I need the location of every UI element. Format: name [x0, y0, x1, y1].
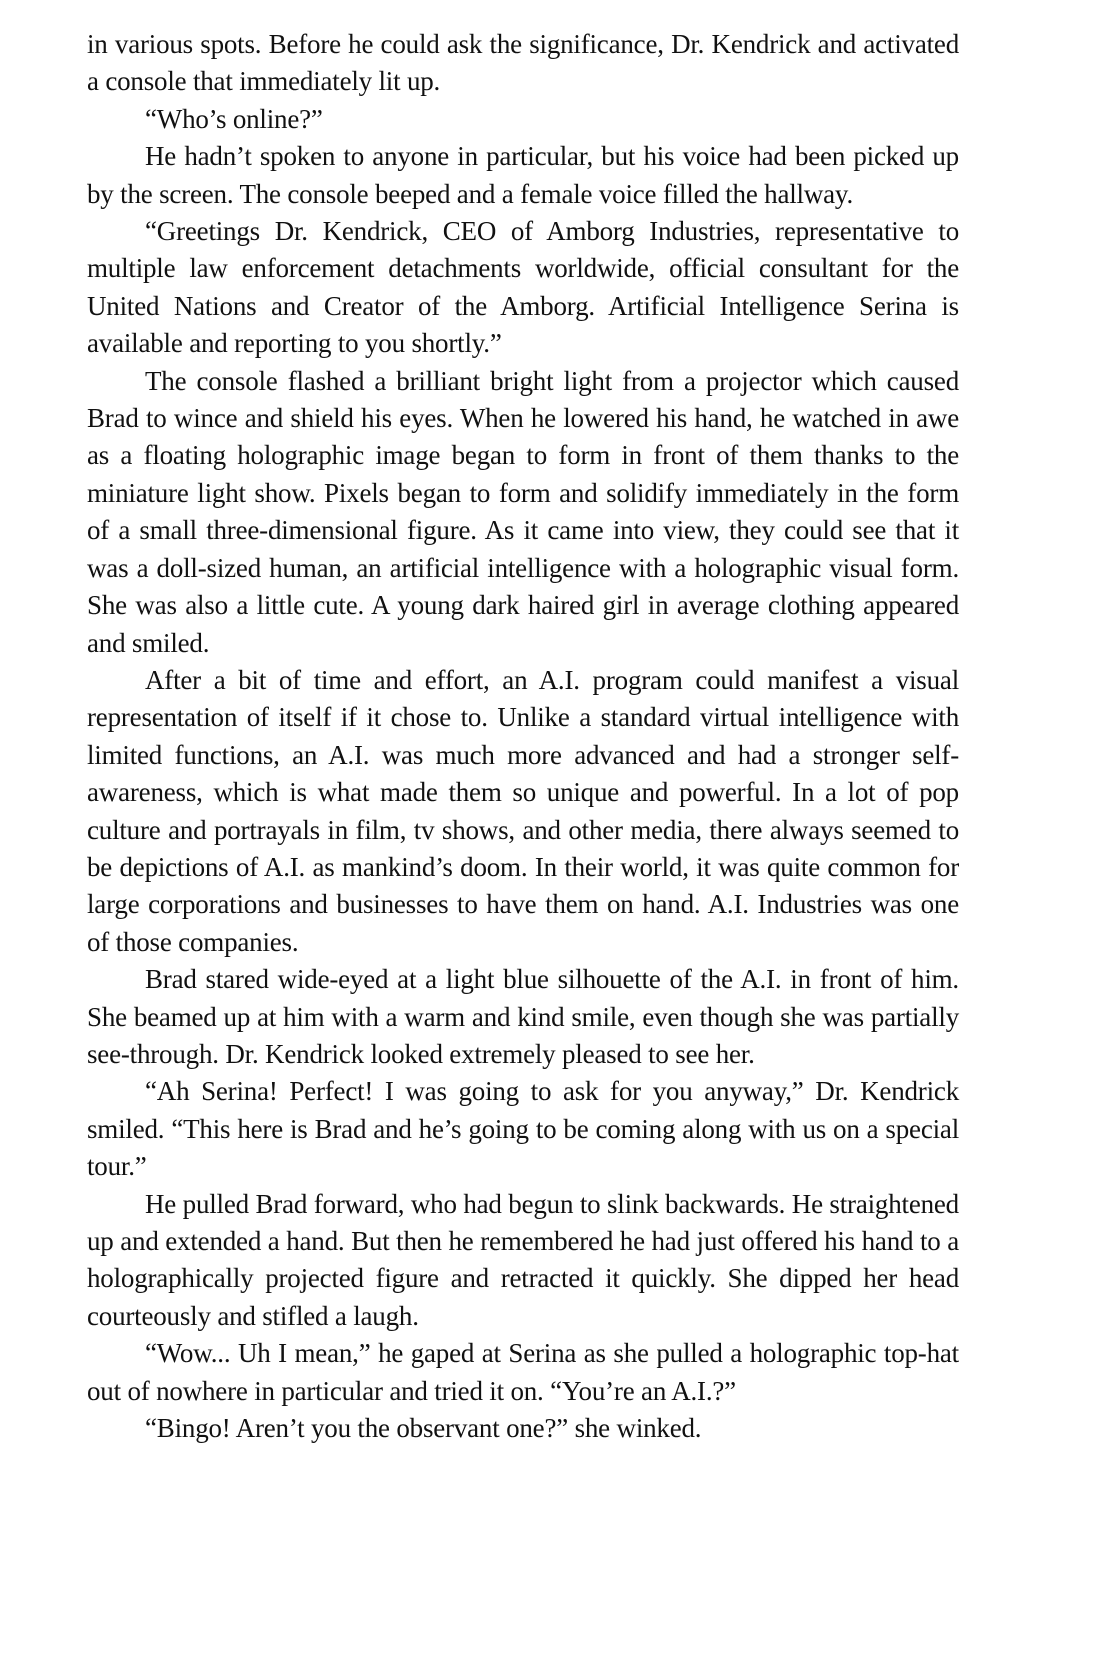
paragraph: After a bit of time and effort, an A.I. program could manifest a visual representation of itself if it chose to. Unlike a standard virtual intelligence with limited functions, an A.I. was much more advanced and had a stronger self-awareness, which is what made them so unique and powerful. In a lot of pop culture and portrayals in film, tv shows, and other media, there always seemed to be depictions of A.I. as mankind’s doom. In their world, it was quite common for large corporations and businesses to have them on hand. A.I. Industries was one of those companies.: [87, 664, 959, 957]
paragraph-continuation: in various spots. Before he could ask the significance, Dr. Kendrick and activated a console that immediately lit up.: [87, 29, 959, 97]
paragraph-dialogue: “Bingo! Aren’t you the observant one?” she winked.: [145, 1413, 702, 1444]
paragraph-dialogue: “Ah Serina! Perfect! I was going to ask for you anyway,” Dr. Kendrick smiled. “This here is Brad and he’s going to be coming along with us on a special tour.”: [87, 1076, 959, 1182]
paragraph-dialogue: “Who’s online?”: [145, 103, 323, 134]
paragraph-dialogue: “Greetings Dr. Kendrick, CEO of Amborg Industries, representative to multiple law enforcement detachments worldwide, official consultant for the United Nations and Creator of the Amborg. Artificial Intelligence Serina is available and reporting to you shortly.”: [87, 216, 959, 359]
paragraph: He hadn’t spoken to anyone in particular, but his voice had been picked up by the screen. The console beeped and a female voice filled the hallway.: [87, 141, 959, 209]
paragraph-dialogue: “Wow... Uh I mean,” he gaped at Serina as she pulled a holographic top-hat out of nowhere in particular and tried it on. “You’re an A.I.?”: [87, 1338, 959, 1406]
paragraph: He pulled Brad forward, who had begun to slink backwards. He straightened up and extended a hand. But then he remembered he had just offered his hand to a holographically projected figure and retracted it quickly. She dipped her head courteously and stifled a laugh.: [87, 1188, 959, 1331]
book-page: [87, 26, 959, 1447]
paragraph: The console flashed a brilliant bright light from a projector which caused Brad to wince and shield his eyes. When he lowered his hand, he watched in awe as a floating holographic image began to form in front of them thanks to the miniature light show. Pixels began to form and solidify immediately in the form of a small three-dimensional figure. As it came into view, they could see that it was a doll-sized human, an artificial intelligence with a holographic visual form. She was also a little cute. A young dark haired girl in average clothing appeared and smiled.: [87, 365, 959, 658]
paragraph: Brad stared wide-eyed at a light blue silhouette of the A.I. in front of him. She beamed up at him with a warm and kind smile, even though she was partially see-through. Dr. Kendrick looked extremely pleased to see her.: [87, 964, 959, 1069]
